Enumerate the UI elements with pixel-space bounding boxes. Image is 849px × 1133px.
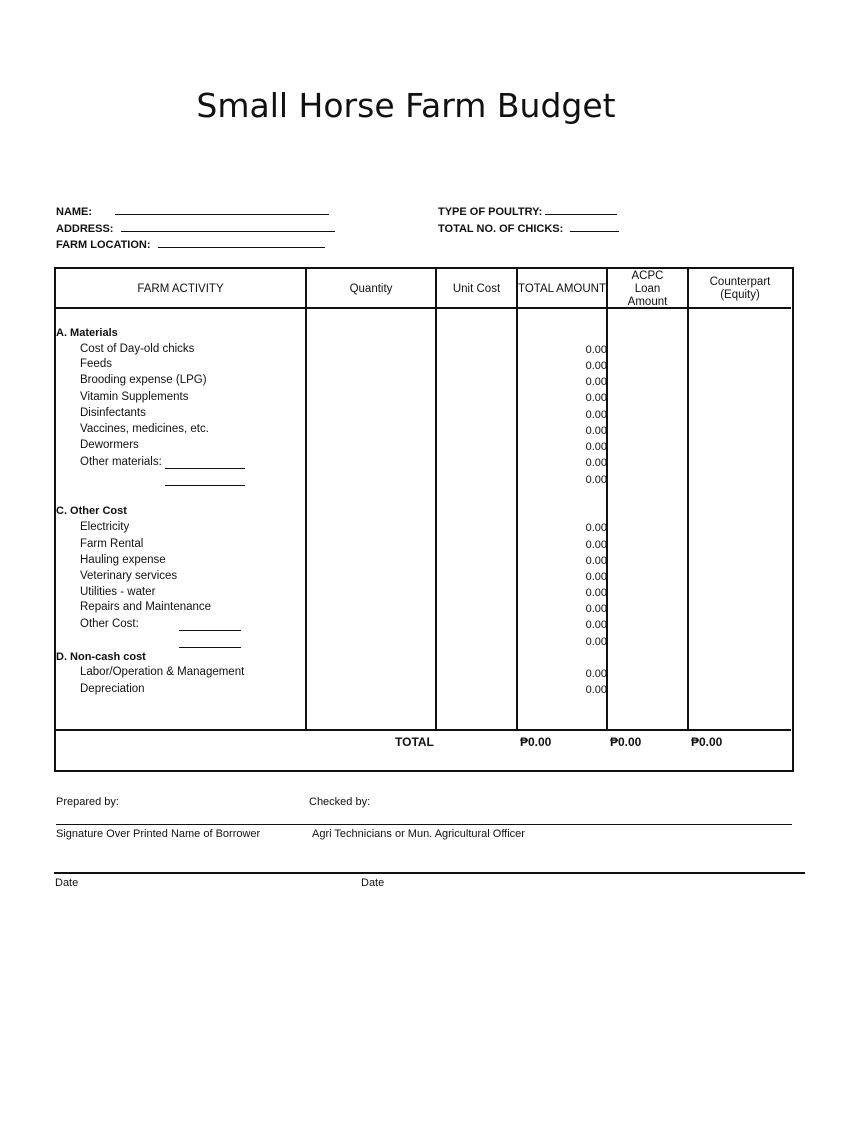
total-acpc-loan-value: ₱0.00 (610, 735, 642, 749)
col-divider-2 (435, 268, 437, 730)
row-amount: 0.00 (585, 425, 607, 437)
row-label: Repairs and Maintenance (80, 601, 212, 613)
farm-location-field (56, 238, 325, 251)
col-divider-3 (516, 268, 518, 730)
col-header-quantity: Quantity (349, 282, 393, 295)
row-amount: 0.00 (585, 344, 607, 356)
col-header-equity: Counterpart (Equity) (709, 276, 771, 301)
row-amount: 0.00 (585, 522, 607, 534)
row-amount: 0.00 (585, 571, 607, 583)
other-cost-line[interactable] (179, 621, 241, 631)
row-amount: 0.00 (585, 684, 607, 696)
row-amount: 0.00 (585, 668, 607, 680)
row-amount: 0.00 (585, 376, 607, 388)
total-chicks-label: TOTAL NO. OF CHICKS: (438, 223, 564, 235)
row-amount: 0.00 (585, 457, 607, 469)
row-label: Disinfectants (80, 407, 146, 419)
farm-location-label: FARM LOCATION: (56, 239, 151, 251)
row-label: Farm Rental (80, 538, 144, 550)
row-label: Depreciation (80, 683, 145, 695)
page-title: Small Horse Farm Budget (196, 86, 616, 125)
total-amount-value: ₱0.00 (520, 735, 552, 749)
row-amount: 0.00 (585, 360, 607, 372)
section-heading-non-cash-cost: D. Non-cash cost (56, 651, 146, 663)
row-label: Utilities - water (80, 586, 156, 598)
row-label: Other Cost: (80, 618, 139, 630)
row-amount: 0.00 (585, 603, 607, 615)
row-label: Veterinary services (80, 570, 178, 582)
borrower-caption: Signature Over Printed Name of Borrower (56, 828, 261, 840)
row-label: Electricity (80, 521, 130, 533)
other-cost-line-2[interactable] (179, 638, 241, 648)
type-of-poultry-field (438, 205, 617, 218)
signature-line[interactable] (56, 824, 792, 825)
farm-location-input-line[interactable] (158, 238, 325, 248)
total-chicks-field (438, 222, 619, 235)
address-input-line[interactable] (121, 222, 335, 232)
other-materials-line-2[interactable] (165, 476, 245, 486)
prepared-by-label: Prepared by: (56, 796, 119, 808)
total-divider (55, 729, 791, 731)
officer-caption: Agri Technicians or Mun. Agricultural Officer (312, 828, 525, 840)
address-field (56, 222, 335, 235)
row-label: Other materials: (80, 456, 162, 468)
section-heading-materials: A. Materials (56, 327, 118, 339)
row-label: Vitamin Supplements (80, 391, 189, 403)
row-amount: 0.00 (585, 441, 607, 453)
row-label: Feeds (80, 358, 112, 370)
row-amount: 0.00 (585, 392, 607, 404)
row-label: Labor/Operation & Management (80, 666, 245, 678)
section-heading-other-cost: C. Other Cost (56, 505, 127, 517)
type-of-poultry-label: TYPE OF POULTRY: (438, 206, 543, 218)
row-amount: 0.00 (585, 474, 607, 486)
row-amount: 0.00 (585, 636, 607, 648)
row-amount: 0.00 (585, 587, 607, 599)
date-left-label: Date (55, 877, 79, 889)
col-header-acpc-loan: ACPC Loan Amount (627, 269, 668, 308)
row-label: Vaccines, medicines, etc. (80, 423, 209, 435)
row-amount: 0.00 (585, 555, 607, 567)
date-right-label: Date (361, 877, 385, 889)
checked-by-label: Checked by: (309, 796, 371, 808)
name-label: NAME: (56, 206, 93, 218)
address-label: ADDRESS: (56, 223, 114, 235)
type-of-poultry-input-line[interactable] (545, 205, 617, 215)
row-amount: 0.00 (585, 619, 607, 631)
col-divider-4 (606, 268, 608, 730)
col-header-total-amount: TOTAL AMOUNT (518, 282, 606, 295)
row-label: Cost of Day-old chicks (80, 343, 195, 355)
col-header-unit-cost: Unit Cost (452, 282, 501, 295)
col-divider-1 (305, 268, 307, 730)
col-header-farm-activity: FARM ACTIVITY (137, 282, 224, 295)
row-amount: 0.00 (585, 409, 607, 421)
total-label: TOTAL (395, 735, 434, 749)
total-chicks-input-line[interactable] (570, 222, 619, 232)
other-materials-line[interactable] (165, 459, 245, 469)
row-label: Brooding expense (LPG) (80, 374, 207, 386)
date-line[interactable] (54, 872, 805, 874)
col-divider-5 (687, 268, 689, 730)
name-input-line[interactable] (115, 205, 329, 215)
row-label: Hauling expense (80, 554, 166, 566)
name-field (56, 205, 329, 218)
total-equity-value: ₱0.00 (691, 735, 723, 749)
row-amount: 0.00 (585, 539, 607, 551)
row-label: Dewormers (80, 439, 139, 451)
